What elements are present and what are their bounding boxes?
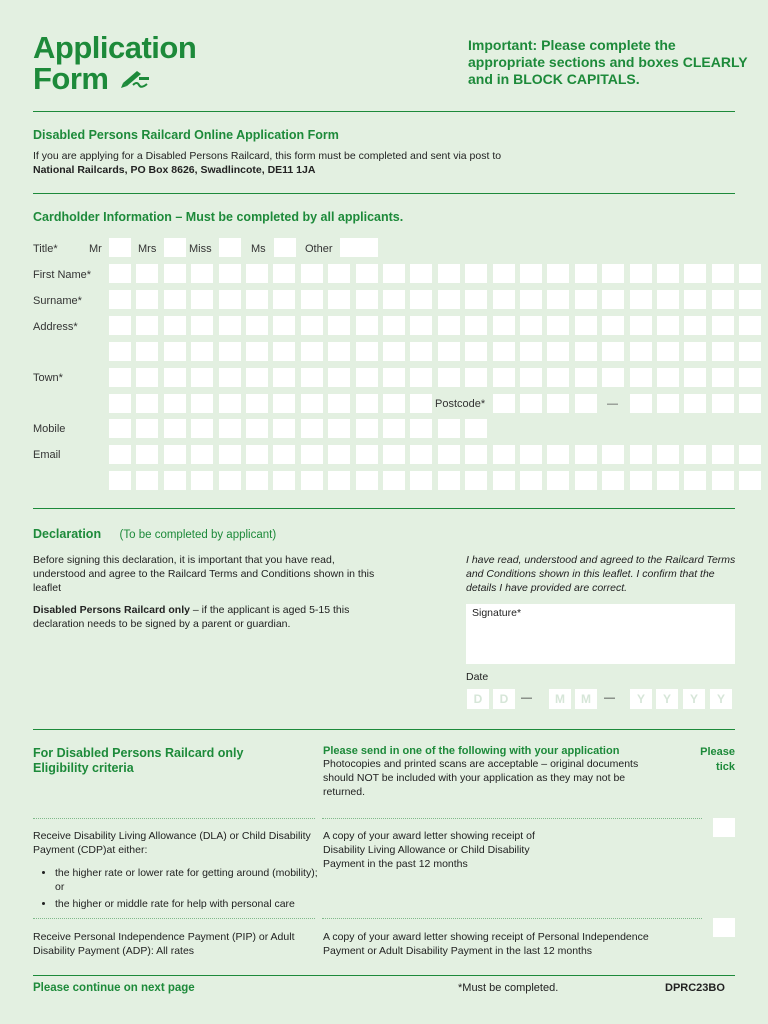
town-box[interactable] [410, 394, 432, 413]
email-box[interactable] [191, 445, 213, 464]
address-box[interactable] [109, 316, 131, 335]
email-box[interactable] [575, 445, 597, 464]
first-name-box[interactable] [328, 264, 350, 283]
mobile-box[interactable] [328, 419, 350, 438]
town-box[interactable] [109, 394, 131, 413]
date-digit-box[interactable]: Y [656, 689, 678, 709]
email-box[interactable] [410, 471, 432, 490]
address-box[interactable] [547, 342, 569, 361]
address-box[interactable] [410, 342, 432, 361]
tick-box-dla[interactable] [713, 818, 735, 837]
divider [33, 193, 735, 194]
email-box[interactable] [136, 471, 158, 490]
email-box[interactable] [109, 445, 131, 464]
email-box[interactable] [301, 471, 323, 490]
email-box[interactable] [712, 471, 734, 490]
declaration-heading-row [33, 525, 276, 543]
email-box[interactable] [109, 471, 131, 490]
surname-box[interactable] [712, 290, 734, 309]
email-box[interactable] [383, 471, 405, 490]
town-box[interactable] [575, 368, 597, 387]
criteria-dla-text: Receive Disability Living Allowance (DLA) or Child Disability Payment (CDP)at either: [33, 830, 311, 856]
address-box[interactable] [602, 316, 624, 335]
mobile-box[interactable] [273, 419, 295, 438]
town-box[interactable] [301, 394, 323, 413]
tick-heading-line1: Please [700, 746, 735, 758]
postcode-box[interactable] [493, 394, 515, 413]
email-label: Email [33, 449, 61, 461]
surname-box[interactable] [602, 290, 624, 309]
first-name-label: First Name* [33, 269, 92, 281]
address-box[interactable] [657, 316, 679, 335]
address-box[interactable] [383, 316, 405, 335]
address-box[interactable] [191, 342, 213, 361]
first-name-box[interactable] [739, 264, 761, 283]
address-box[interactable] [109, 342, 131, 361]
first-name-box[interactable] [438, 264, 460, 283]
intro-heading: Disabled Persons Railcard Online Application Form [33, 128, 339, 142]
first-name-box[interactable] [109, 264, 131, 283]
email-box[interactable] [602, 471, 624, 490]
divider [33, 508, 735, 509]
mobile-box[interactable] [301, 419, 323, 438]
first-name-box[interactable] [630, 264, 652, 283]
surname-box[interactable] [438, 290, 460, 309]
first-name-box[interactable] [520, 264, 542, 283]
surname-box[interactable] [465, 290, 487, 309]
date-digit-box[interactable]: Y [630, 689, 652, 709]
evidence-dla: A copy of your award letter showing receipt of Disability Living Allowance or Child Disability Payment in the past 12 months [323, 830, 535, 870]
town-box[interactable] [301, 368, 323, 387]
address-box[interactable] [739, 316, 761, 335]
town-box[interactable] [273, 394, 295, 413]
email-box[interactable] [410, 445, 432, 464]
surname-box[interactable] [575, 290, 597, 309]
address-box[interactable] [712, 342, 734, 361]
tick-heading [680, 745, 735, 775]
send-heading: Please send in one of the following with your application [323, 745, 620, 757]
town-box[interactable] [712, 368, 734, 387]
email-box[interactable] [328, 445, 350, 464]
mobile-box[interactable] [383, 419, 405, 438]
email-box[interactable] [684, 445, 706, 464]
address-box[interactable] [219, 316, 241, 335]
postcode-box[interactable] [630, 394, 652, 413]
postcode-box[interactable] [739, 394, 761, 413]
town-label: Town* [33, 372, 63, 384]
email-box[interactable] [684, 471, 706, 490]
address-box[interactable] [191, 316, 213, 335]
email-box[interactable] [712, 445, 734, 464]
declaration-text: Before signing this declaration, it is important that you have read, understood and agree to the Railcard Terms and Conditions shown in this leaflet [33, 554, 375, 594]
declaration-heading: Declaration [33, 527, 102, 541]
title-line2: Form [33, 61, 109, 96]
town-box[interactable] [164, 394, 186, 413]
mobile-box[interactable] [410, 419, 432, 438]
email-box[interactable] [164, 445, 186, 464]
criteria-pip: Receive Personal Independence Payment (PIP) or Adult Disability Payment (ADP): All rates [33, 931, 295, 957]
email-box[interactable] [739, 445, 761, 464]
email-box[interactable] [657, 471, 679, 490]
first-name-box[interactable] [493, 264, 515, 283]
email-box[interactable] [520, 445, 542, 464]
first-name-box[interactable] [657, 264, 679, 283]
date-digit-box[interactable]: Y [683, 689, 705, 709]
town-box[interactable] [328, 368, 350, 387]
surname-box[interactable] [328, 290, 350, 309]
address-label: Address* [33, 321, 78, 333]
town-box[interactable] [602, 368, 624, 387]
mobile-box[interactable] [465, 419, 487, 438]
address-box[interactable] [684, 342, 706, 361]
row-divider [33, 918, 315, 919]
row-divider [33, 818, 315, 819]
town-box[interactable] [547, 368, 569, 387]
first-name-box[interactable] [383, 264, 405, 283]
town-box[interactable] [136, 394, 158, 413]
address-box[interactable] [356, 342, 378, 361]
town-box[interactable] [630, 368, 652, 387]
first-name-box[interactable] [465, 264, 487, 283]
town-box[interactable] [136, 368, 158, 387]
first-name-box[interactable] [246, 264, 268, 283]
mobile-box[interactable] [438, 419, 460, 438]
address-box[interactable] [301, 342, 323, 361]
email-box[interactable] [630, 471, 652, 490]
title-mrs-checkbox[interactable] [164, 238, 186, 257]
surname-box[interactable] [493, 290, 515, 309]
title-mr-checkbox[interactable] [109, 238, 131, 257]
declaration-guardian-rest: – if the applicant is aged 5-15 this declaration needs to be signed by a parent or guardian. [33, 604, 350, 630]
email-box[interactable] [301, 445, 323, 464]
email-box[interactable] [246, 445, 268, 464]
first-name-box[interactable] [410, 264, 432, 283]
first-name-box[interactable] [575, 264, 597, 283]
send-text: Photocopies and printed scans are acceptable – original documents should NOT be included with your application as they may not be returned. [323, 758, 639, 798]
town-box[interactable] [438, 368, 460, 387]
town-box[interactable] [465, 368, 487, 387]
title-line1: Application [33, 30, 197, 65]
pen-writing-icon [119, 63, 151, 94]
address-box[interactable] [739, 342, 761, 361]
email-box[interactable] [164, 471, 186, 490]
postcode-label: Postcode* [435, 398, 486, 410]
row-divider [322, 818, 702, 819]
address-box[interactable] [493, 342, 515, 361]
declaration-confirm: I have read, understood and agreed to the Railcard Terms and Conditions shown in this leaflet. I confirm that the details I have provided are correct. [466, 554, 736, 594]
address-box[interactable] [301, 316, 323, 335]
divider [33, 975, 735, 976]
mobile-box[interactable] [219, 419, 241, 438]
town-box[interactable] [356, 394, 378, 413]
mobile-box[interactable] [191, 419, 213, 438]
surname-box[interactable] [630, 290, 652, 309]
first-name-box[interactable] [356, 264, 378, 283]
postcode-box[interactable] [575, 394, 597, 413]
email-box[interactable] [219, 445, 241, 464]
tick-box-pip[interactable] [713, 918, 735, 937]
address-box[interactable] [328, 342, 350, 361]
list-item: • the higher or middle rate for help with personal care [55, 897, 318, 911]
mobile-box[interactable] [109, 419, 131, 438]
date-label: Date [466, 671, 489, 683]
title-ms-checkbox[interactable] [274, 238, 296, 257]
declaration-guardian-bold: Disabled Persons Railcard only [33, 604, 190, 616]
address-box[interactable] [273, 342, 295, 361]
email-box[interactable] [575, 471, 597, 490]
title-option-miss: Miss [189, 243, 212, 255]
postcode-box[interactable] [657, 394, 679, 413]
first-name-box[interactable] [602, 264, 624, 283]
date-separator: — [521, 692, 532, 704]
address-box[interactable] [657, 342, 679, 361]
email-box[interactable] [328, 471, 350, 490]
email-box[interactable] [493, 445, 515, 464]
town-box[interactable] [191, 394, 213, 413]
title-miss-checkbox[interactable] [219, 238, 241, 257]
first-name-box[interactable] [301, 264, 323, 283]
date-digit-box[interactable]: D [493, 689, 515, 709]
eligibility-heading-line1: For Disabled Persons Railcard only [33, 746, 244, 760]
surname-label: Surname* [33, 295, 82, 307]
surname-box[interactable] [109, 290, 131, 309]
declaration-subheading: (To be completed by applicant) [119, 529, 277, 541]
address-box[interactable] [493, 316, 515, 335]
mobile-box[interactable] [164, 419, 186, 438]
town-box[interactable] [273, 368, 295, 387]
title-option-ms: Ms [251, 243, 266, 255]
surname-box[interactable] [301, 290, 323, 309]
address-box[interactable] [219, 342, 241, 361]
email-box[interactable] [630, 445, 652, 464]
required-note: *Must be completed. [458, 982, 559, 994]
address-box[interactable] [273, 316, 295, 335]
first-name-box[interactable] [273, 264, 295, 283]
page-title [33, 32, 196, 94]
cardholder-heading: Cardholder Information – Must be completed by all applicants. [33, 210, 404, 224]
email-box[interactable] [136, 445, 158, 464]
date-separator: — [604, 692, 615, 704]
list-item: • the higher rate or lower rate for getting around (mobility); or [55, 866, 318, 894]
email-box[interactable] [273, 471, 295, 490]
email-box[interactable] [547, 445, 569, 464]
first-name-box[interactable] [547, 264, 569, 283]
email-box[interactable] [383, 445, 405, 464]
divider [33, 111, 735, 112]
title-label: Title* [33, 243, 58, 255]
title-option-mr: Mr [89, 243, 102, 255]
surname-box[interactable] [547, 290, 569, 309]
surname-box[interactable] [383, 290, 405, 309]
address-box[interactable] [136, 342, 158, 361]
email-box[interactable] [356, 445, 378, 464]
address-box[interactable] [630, 342, 652, 361]
intro-text-line: If you are applying for a Disabled Persons Railcard, this form must be completed and sent via post to [33, 150, 502, 162]
town-box[interactable] [246, 368, 268, 387]
surname-box[interactable] [356, 290, 378, 309]
email-box[interactable] [273, 445, 295, 464]
title-other-field[interactable] [340, 238, 378, 257]
mobile-box[interactable] [246, 419, 268, 438]
tick-heading-line2: tick [716, 761, 735, 773]
town-box[interactable] [328, 394, 350, 413]
first-name-box[interactable] [684, 264, 706, 283]
surname-box[interactable] [684, 290, 706, 309]
address-box[interactable] [465, 342, 487, 361]
intro-text [33, 149, 633, 177]
email-box[interactable] [219, 471, 241, 490]
address-box[interactable] [575, 342, 597, 361]
address-box[interactable] [164, 342, 186, 361]
divider [33, 729, 735, 730]
email-box[interactable] [356, 471, 378, 490]
title-option-mrs: Mrs [138, 243, 157, 255]
town-box[interactable] [493, 368, 515, 387]
form-code: DPRC23BO [665, 982, 725, 994]
mobile-box[interactable] [136, 419, 158, 438]
town-box[interactable] [383, 394, 405, 413]
address-box[interactable] [547, 316, 569, 335]
surname-box[interactable] [136, 290, 158, 309]
mobile-box[interactable] [356, 419, 378, 438]
criteria-dla [33, 829, 318, 914]
continue-note: Please continue on next page [33, 982, 195, 994]
email-box[interactable] [438, 445, 460, 464]
evidence-pip: A copy of your award letter showing receipt of Personal Independence Payment or Adult Disability Payment in the last 12 months [323, 931, 649, 957]
surname-box[interactable] [739, 290, 761, 309]
address-box[interactable] [520, 342, 542, 361]
town-box[interactable] [164, 368, 186, 387]
date-digit-box[interactable]: D [467, 689, 489, 709]
postcode-box[interactable] [547, 394, 569, 413]
surname-box[interactable] [164, 290, 186, 309]
declaration-guardian-text [33, 603, 388, 631]
address-box[interactable] [438, 316, 460, 335]
town-box[interactable] [219, 394, 241, 413]
address-box[interactable] [465, 316, 487, 335]
email-box[interactable] [739, 471, 761, 490]
email-box[interactable] [191, 471, 213, 490]
first-name-box[interactable] [219, 264, 241, 283]
town-box[interactable] [356, 368, 378, 387]
town-box[interactable] [410, 368, 432, 387]
address-box[interactable] [246, 342, 268, 361]
address-box[interactable] [438, 342, 460, 361]
address-box[interactable] [328, 316, 350, 335]
email-box[interactable] [438, 471, 460, 490]
town-box[interactable] [739, 368, 761, 387]
date-digit-box[interactable]: M [549, 689, 571, 709]
mobile-label: Mobile [33, 423, 66, 435]
important-notice: Important: Please complete the appropriate sections and boxes CLEARLY and in BLOCK CAPITALS. [468, 37, 748, 87]
date-digit-box[interactable]: Y [710, 689, 732, 709]
email-box[interactable] [465, 471, 487, 490]
send-instructions [323, 745, 653, 799]
surname-box[interactable] [410, 290, 432, 309]
row-divider [322, 918, 702, 919]
postcode-dash: — [607, 398, 618, 410]
email-box[interactable] [493, 471, 515, 490]
first-name-box[interactable] [136, 264, 158, 283]
postcode-box[interactable] [684, 394, 706, 413]
address-box[interactable] [602, 342, 624, 361]
signature-field[interactable] [466, 604, 735, 664]
intro-address: National Railcards, PO Box 8626, Swadlincote, DE11 1JA [33, 164, 316, 176]
eligibility-heading-line2: Eligibility criteria [33, 761, 134, 775]
eligibility-heading [33, 746, 243, 776]
address-box[interactable] [712, 316, 734, 335]
signature-label: Signature* [472, 607, 522, 619]
town-box[interactable] [383, 368, 405, 387]
first-name-box[interactable] [712, 264, 734, 283]
address-box[interactable] [383, 342, 405, 361]
date-digit-box[interactable]: M [575, 689, 597, 709]
email-box[interactable] [547, 471, 569, 490]
surname-box[interactable] [191, 290, 213, 309]
town-box[interactable] [246, 394, 268, 413]
email-box[interactable] [520, 471, 542, 490]
email-box[interactable] [657, 445, 679, 464]
surname-box[interactable] [246, 290, 268, 309]
email-box[interactable] [602, 445, 624, 464]
criteria-dla-bullets [33, 866, 318, 911]
town-box[interactable] [684, 368, 706, 387]
town-box[interactable] [219, 368, 241, 387]
town-box[interactable] [109, 368, 131, 387]
surname-box[interactable] [657, 290, 679, 309]
title-option-other: Other [305, 243, 333, 255]
town-box[interactable] [657, 368, 679, 387]
first-name-box[interactable] [164, 264, 186, 283]
postcode-box[interactable] [520, 394, 542, 413]
address-box[interactable] [136, 316, 158, 335]
address-box[interactable] [575, 316, 597, 335]
address-box[interactable] [410, 316, 432, 335]
address-box[interactable] [356, 316, 378, 335]
address-box[interactable] [684, 316, 706, 335]
address-box[interactable] [630, 316, 652, 335]
surname-box[interactable] [273, 290, 295, 309]
first-name-box[interactable] [191, 264, 213, 283]
town-box[interactable] [191, 368, 213, 387]
email-box[interactable] [465, 445, 487, 464]
address-box[interactable] [246, 316, 268, 335]
surname-box[interactable] [520, 290, 542, 309]
address-box[interactable] [520, 316, 542, 335]
postcode-box[interactable] [712, 394, 734, 413]
town-box[interactable] [520, 368, 542, 387]
address-box[interactable] [164, 316, 186, 335]
surname-box[interactable] [219, 290, 241, 309]
email-box[interactable] [246, 471, 268, 490]
